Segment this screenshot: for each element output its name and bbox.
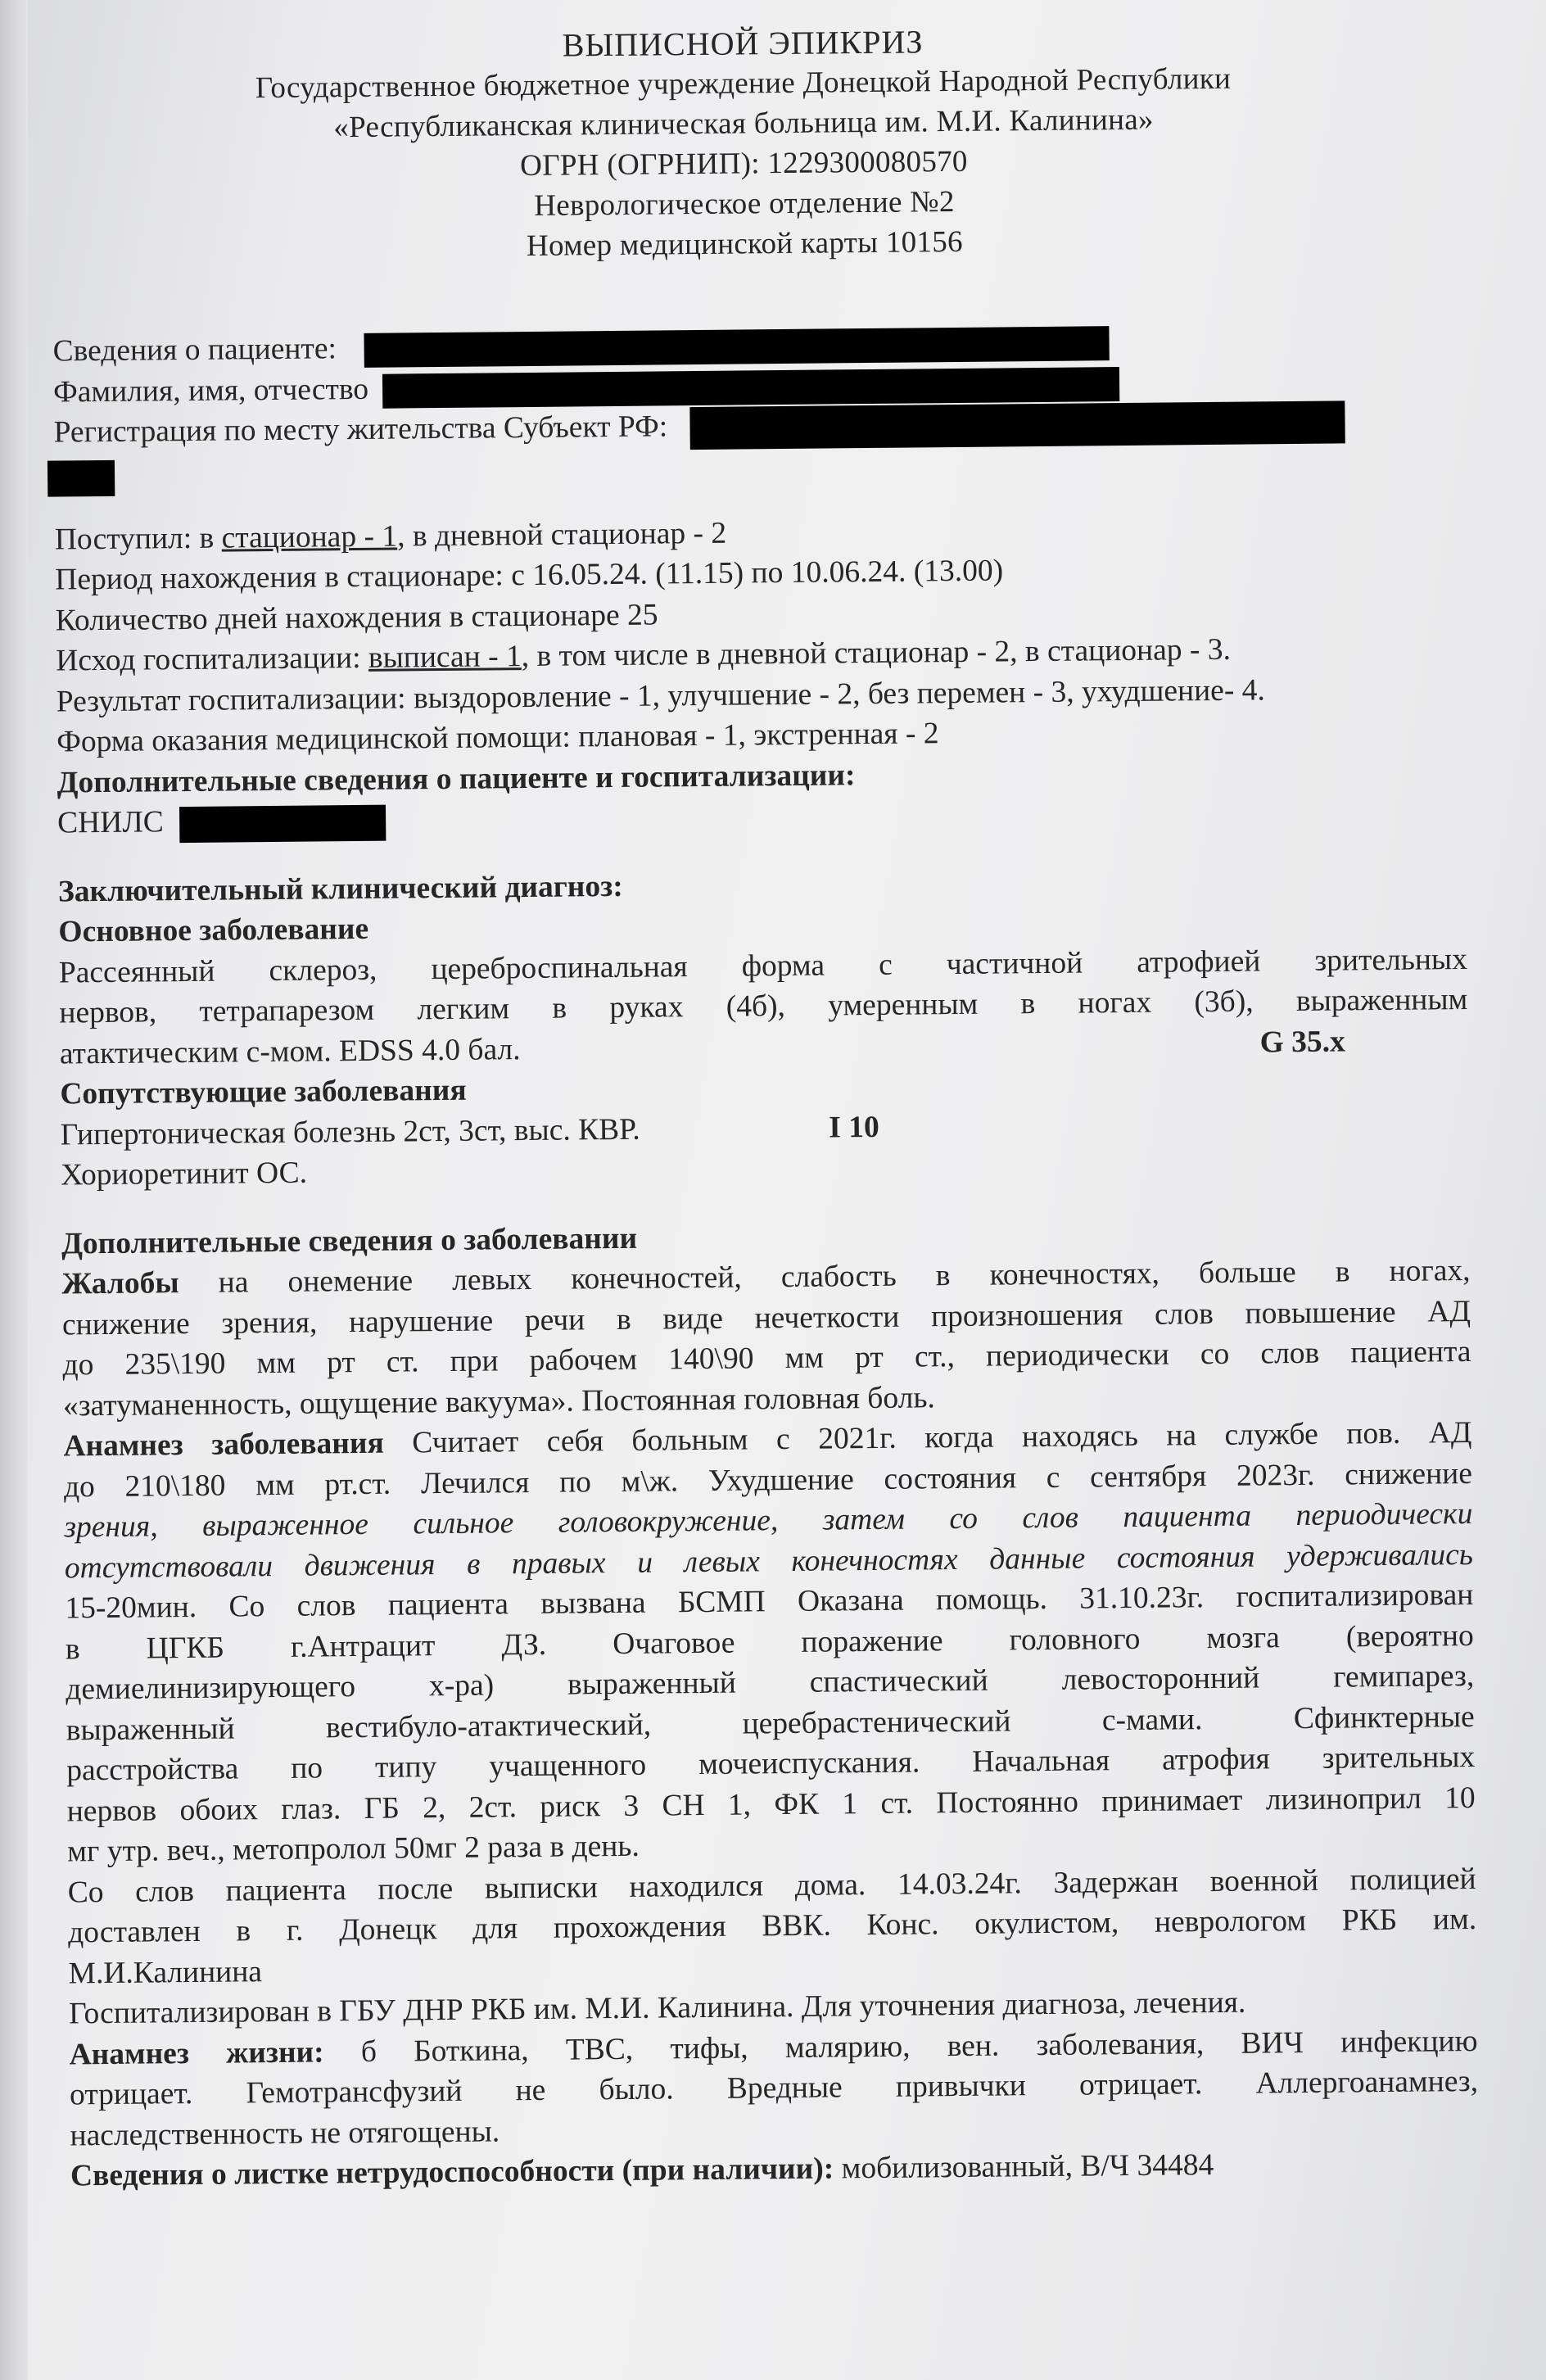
- document-header: [178, 18, 1310, 269]
- complaints-line: до 235\190 мм рт ст. при рабочем 140\90 мм рт ст., периодически со слов пациента: [62, 1335, 1471, 1382]
- anamnesis-line: Со слов пациента после выписки находился дома. 14.03.24г. Задержан военной полицией: [67, 1862, 1476, 1910]
- stay-days: Количество дней нахождения в стационаре 25: [55, 598, 658, 638]
- sick-leave-row: Сведения о листке нетрудоспособности (при наличии): мобилизованный, В/Ч 34484: [70, 2148, 1214, 2193]
- icd-code-main: G 35.x: [1259, 1025, 1345, 1060]
- anamnesis-line: в ЦГКБ г.Антрацит ДЗ. Очаговое поражение головного мозга (вероятно: [65, 1618, 1474, 1667]
- org-line-2: «Республиканская клиническая больница им. М.И. Калинина»: [333, 102, 1154, 145]
- patient-name-row: Фамилия, имя, отчество: [53, 359, 1462, 413]
- anamnesis-line: Анамнез заболевания Считает себя больным с 2021г. когда находясь на службе пов. АД: [63, 1416, 1472, 1464]
- final-diagnosis-heading: Заключительный клинический диагноз:: [57, 869, 623, 909]
- snils-row: СНИЛС: [57, 790, 1466, 844]
- redaction-block: [47, 460, 115, 497]
- admitted-row: Поступил: в стационар - 1, в дневной стационар - 2: [54, 516, 727, 557]
- anamnesis-line: мг утр. веч., метопролол 50мг 2 раза в день.: [67, 1830, 640, 1869]
- redaction-block: [179, 804, 386, 842]
- document-body: [52, 318, 1479, 2197]
- main-disease-line: атактическим с-мом. EDSS 4.0 бал. G 35.x: [60, 1020, 1468, 1075]
- life-anamnesis-line: Анамнез жизни: б Боткина, ТВС, тифы, малярию, вен. заболевания, ВИЧ инфекцию: [69, 2024, 1478, 2072]
- comorbid-heading: Сопутствующие заболевания: [60, 1074, 467, 1111]
- complaints-line: Жалобы на онемение левых конечностей, слабость в конечностях, больше в ногах,: [61, 1254, 1471, 1301]
- comorbid-line: Гипертоническая болезнь 2ст, 3ст, выс. КВР. I 10: [61, 1102, 1469, 1156]
- registration-row: Регистрация по месту жительства Субъект РФ:: [53, 399, 1462, 456]
- care-form-row: Форма оказания медицинской помощи: плановая - 1, экстренная - 2: [57, 717, 939, 759]
- anamnesis-line: зрения, выраженное сильное головокружение, затем со слов пациента периодически: [64, 1497, 1473, 1545]
- main-disease-heading: Основное заболевание: [58, 912, 369, 949]
- document-title: ВЫПИСНОЙ ЭПИКРИЗ: [562, 23, 924, 64]
- anamnesis-line: Госпитализирован в ГБУ ДНР РКБ им. М.И. Калинина. Для уточнения диагноза, лечения.: [68, 1986, 1246, 2031]
- redaction-block: [382, 367, 1119, 409]
- anamnesis-line: М.И.Калинина: [68, 1955, 263, 1991]
- card-number-line: Номер медицинской карты 10156: [526, 224, 964, 263]
- result-row: Результат госпитализации: выздоровление - 1, улучшение - 2, без перемен - 3, ухудшение- 4.: [56, 673, 1266, 719]
- main-disease-line: нервов, тетрапарезом легким в руках (4б), умеренным в ногах (3б), выраженным: [59, 983, 1468, 1030]
- department-line: Неврологическое отделение №2: [534, 184, 955, 223]
- disease-info-heading: Дополнительные сведения о заболевании: [61, 1221, 638, 1261]
- anamnesis-line: расстройства по типу учащенного мочеиспускания. Начальная атрофия зрительных: [66, 1740, 1476, 1788]
- main-disease-line: Рассеянный склероз, цереброспинальная форма с частичной атрофией зрительных: [58, 942, 1468, 990]
- comorbid-line: Хориоретинит ОС.: [61, 1156, 308, 1192]
- patient-section-label: Сведения о пациенте:: [52, 318, 1461, 372]
- anamnesis-line: доставлен в г. Донецк для прохождения ВВК. Конс. окулистом, неврологом РКБ им.: [67, 1903, 1477, 1950]
- complaints-line: снижение зрения, нарушение речи в виде нечеткости произношения слов повышение АД: [61, 1294, 1471, 1342]
- life-anamnesis-line: наследственность не отягощены.: [70, 2115, 500, 2153]
- org-line-1: Государственное бюджетное учреждение Донецкой Народной Республики: [255, 61, 1232, 106]
- ogrn-line: ОГРН (ОГРНИП): 1229300080570: [519, 144, 968, 183]
- redaction-block: [364, 327, 1109, 369]
- life-anamnesis-line: отрицает. Гемотрансфузий не было. Вредные привычки отрицает. Аллергоанамнез,: [69, 2065, 1479, 2112]
- outcome-row: Исход госпитализации: выписан - 1, в том числе в дневной стационар - 2, в стационар - 3.: [56, 633, 1232, 678]
- extra-info-heading: Дополнительные сведения о пациенте и госпитализации:: [57, 758, 856, 800]
- anamnesis-line: выраженный вестибуло-атактический, церебрастенический с-мами. Сфинктерные: [66, 1699, 1475, 1748]
- anamnesis-line: 15-20мин. Со слов пациента вызвана БСМП Оказана помощь. 31.10.23г. госпитализирован: [65, 1578, 1474, 1626]
- anamnesis-line: демиелинизирующего х-ра) выраженный спастический левосторонний гемипарез,: [66, 1659, 1475, 1707]
- redaction-block: [689, 401, 1345, 450]
- anamnesis-line: нервов обоих глаз. ГБ 2, 2ст. риск 3 СН 1, ФК 1 ст. Постоянно принимает лизиноприл 10: [66, 1780, 1476, 1829]
- complaints-line: «затуманенность, ощущение вакуума». Постоянная головная боль.: [62, 1381, 936, 1423]
- anamnesis-line: до 210\180 мм рт.ст. Лечился по м\ж. Ухудшение состояния с сентября 2023г. снижение: [63, 1456, 1473, 1504]
- icd-code-comorbid: I 10: [829, 1110, 879, 1145]
- stay-period: Период нахождения в стационаре: с 16.05.24. (11.15) по 10.06.24. (13.00): [55, 554, 1004, 597]
- anamnesis-line: отсутствовали движения в правых и левых конечностях данные состояния удерживались: [64, 1537, 1474, 1586]
